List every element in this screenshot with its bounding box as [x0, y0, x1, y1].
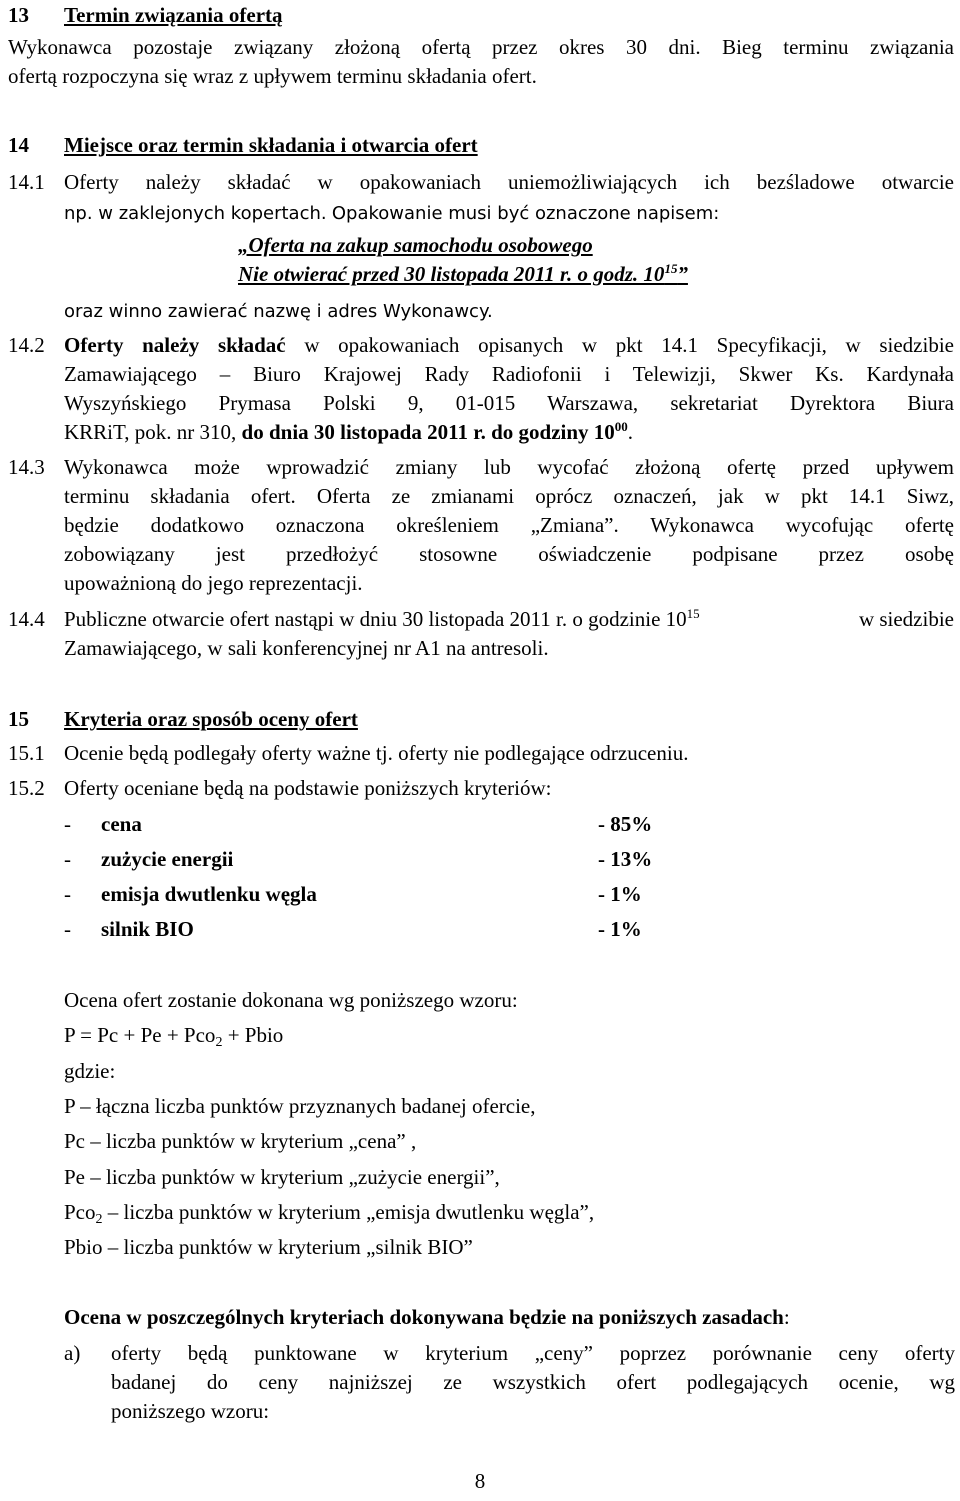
- point-14-2-line-3: Wyszyńskiego Prymasa Polski 9, 01-015 Warszawa, sekretariat Dyrektora Biura: [64, 391, 954, 415]
- criterion-weight-2: - 13%: [598, 847, 653, 871]
- point-14-1-line-2: [64, 198, 719, 228]
- point-14-4-minutes: 15: [686, 606, 700, 621]
- point-14-2-rest: w opakowaniach opisanych w pkt 14.1 Specyfikacji, w siedzibie: [304, 333, 954, 357]
- criterion-dash-2: -: [64, 847, 71, 871]
- point-15-1-text: Ocenie będą podlegały oferty ważne tj. oferty nie podlegające odrzuceniu.: [64, 741, 689, 765]
- section-15-number: 15: [8, 707, 29, 731]
- definition-pco-subscript: 2: [95, 1212, 103, 1227]
- rule-a-line-2: badanej do ceny najniższej ze wszystkich ofert podlegających ocenie, wg: [111, 1370, 955, 1394]
- section-13-number: 13: [8, 3, 29, 27]
- point-14-2-deadline: do dnia 30 listopada 2011 r. do godziny 10: [241, 420, 615, 444]
- rule-a-line-1: oferty będą punktowane w kryterium „ceny” poprzez porównanie ceny oferty: [111, 1341, 955, 1365]
- envelope-label-line-1: „Oferta na zakup samochodu osobowego: [238, 233, 593, 257]
- point-14-2-line-4: [64, 418, 633, 447]
- point-15-2-number: 15.2: [8, 776, 45, 800]
- rules-heading: [64, 1303, 790, 1332]
- point-14-4-text: Publiczne otwarcie ofert nastąpi w dniu 30 listopada 2011 r. o godzinie 10: [64, 607, 687, 631]
- section-13-title: Termin związania ofertą: [64, 3, 283, 27]
- criterion-dash-4: -: [64, 917, 71, 941]
- criterion-name-3: emisja dwutlenku węgla: [101, 882, 317, 906]
- definition-pe: Pe – liczba punktów w kryterium „zużycie energii”,: [64, 1165, 500, 1189]
- envelope-label-text: Nie otwierać przed 30 listopada 2011 r. o godz. 10: [238, 262, 665, 286]
- point-14-4-text-end: w siedzibie: [858, 607, 954, 631]
- envelope-label-minutes: 15: [664, 261, 678, 276]
- rule-a-label: a): [64, 1341, 81, 1365]
- criterion-weight-1: - 85%: [598, 812, 653, 836]
- rule-a-line-3: poniższego wzoru:: [111, 1399, 270, 1423]
- point-14-2-bold: Oferty należy składać: [64, 333, 286, 357]
- definition-pco-text: – liczba punktów w kryterium „emisja dwutlenku węgla”,: [102, 1200, 595, 1224]
- section-15-title: Kryteria oraz sposób oceny ofert: [64, 707, 358, 731]
- point-14-1-line-2a: np. w zaklejonych kopertach.: [64, 203, 327, 224]
- criterion-weight-3: - 1%: [598, 882, 642, 906]
- point-14-4-number: 14.4: [8, 607, 45, 631]
- point-14-3-line-2: terminu składania ofert. Oferta ze zmianami oprócz oznaczeń, jak w pkt 14.1 Siwz,: [64, 484, 954, 508]
- formula-left: P = Pc + Pe + Pco: [64, 1023, 216, 1047]
- criterion-weight-4: - 1%: [598, 917, 642, 941]
- formula-where: gdzie:: [64, 1059, 116, 1083]
- point-14-3-number: 14.3: [8, 455, 45, 479]
- point-15-2-text: Oferty oceniane będą na podstawie poniższych kryteriów:: [64, 776, 552, 800]
- point-14-3-line-3: będzie dodatkowo oznaczona określeniem „Zmiana”. Wykonawca wycofując ofertę: [64, 513, 954, 537]
- section-14-number: 14: [8, 133, 29, 157]
- section-13-line-1: Wykonawca pozostaje związany złożoną ofertą przez okres 30 dni. Bieg terminu związania: [8, 35, 954, 59]
- section-13-line-2: ofertą rozpoczyna się wraz z upływem terminu składania ofert.: [8, 64, 537, 88]
- envelope-label-line-2: [238, 260, 688, 289]
- formula-intro: Ocena ofert zostanie dokonana wg poniższego wzoru:: [64, 988, 518, 1012]
- point-14-2-number: 14.2: [8, 333, 45, 357]
- point-14-3-line-1: Wykonawca może wprowadzić zmiany lub wycofać złożoną ofertę przed upływem: [64, 455, 954, 479]
- criterion-dash-1: -: [64, 812, 71, 836]
- definition-pc: Pc – liczba punktów w kryterium „cena” ,: [64, 1129, 417, 1153]
- point-14-1-number: 14.1: [8, 170, 45, 194]
- page-number: 8: [474, 1469, 486, 1493]
- formula-subscript: 2: [215, 1035, 223, 1050]
- point-14-4-line-2: Zamawiającego, w sali konferencyjnej nr A1 na antresoli.: [64, 636, 549, 660]
- point-14-1-line-2b: Opakowanie musi być oznaczone napisem:: [331, 203, 720, 224]
- envelope-label-close-quote: ”: [677, 262, 688, 286]
- definition-pbio: Pbio – liczba punktów w kryterium „silnik BIO”: [64, 1235, 473, 1259]
- criterion-name-4: silnik BIO: [101, 917, 194, 941]
- point-14-2-line-2: Zamawiającego – Biuro Krajowej Rady Radiofonii i Telewizji, Skwer Ks. Kardynała: [64, 362, 954, 386]
- criterion-dash-3: -: [64, 882, 71, 906]
- point-14-1-line-1: Oferty należy składać w opakowaniach uniemożliwiających ich bezśladowe otwarcie: [64, 170, 954, 194]
- definition-pco-symbol: Pco: [64, 1200, 96, 1224]
- point-14-3-line-4: zobowiązany jest przedłożyć stosowne oświadczenie podpisane przez osobę: [64, 542, 954, 566]
- rules-heading-colon: :: [783, 1305, 790, 1329]
- definition-p: P – łączna liczba punktów przyznanych badanej ofercie,: [64, 1094, 536, 1118]
- point-14-2-room: KRRiT, pok. nr 310,: [64, 420, 237, 444]
- definition-pco: [64, 1198, 594, 1227]
- formula: [64, 1021, 283, 1050]
- criterion-name-2: zużycie energii: [101, 847, 234, 871]
- point-14-3-line-5: upoważnioną do jego reprezentacji.: [64, 571, 363, 595]
- formula-right: + Pbio: [222, 1023, 284, 1047]
- point-14-1-line-3: oraz winno zawierać nazwę i adres Wykonawcy.: [64, 301, 493, 322]
- point-14-2-deadline-minutes: 00: [614, 419, 628, 434]
- criterion-name-1: cena: [101, 812, 142, 836]
- rules-heading-text: Ocena w poszczególnych kryteriach dokonywana będzie na poniższych zasadach: [64, 1305, 784, 1329]
- point-15-1-number: 15.1: [8, 741, 45, 765]
- point-14-2-period: .: [627, 420, 634, 444]
- point-14-4-line-1: [64, 605, 954, 634]
- section-14-title: Miejsce oraz termin składania i otwarcia ofert: [64, 133, 478, 157]
- point-14-2-line-1: [64, 331, 954, 360]
